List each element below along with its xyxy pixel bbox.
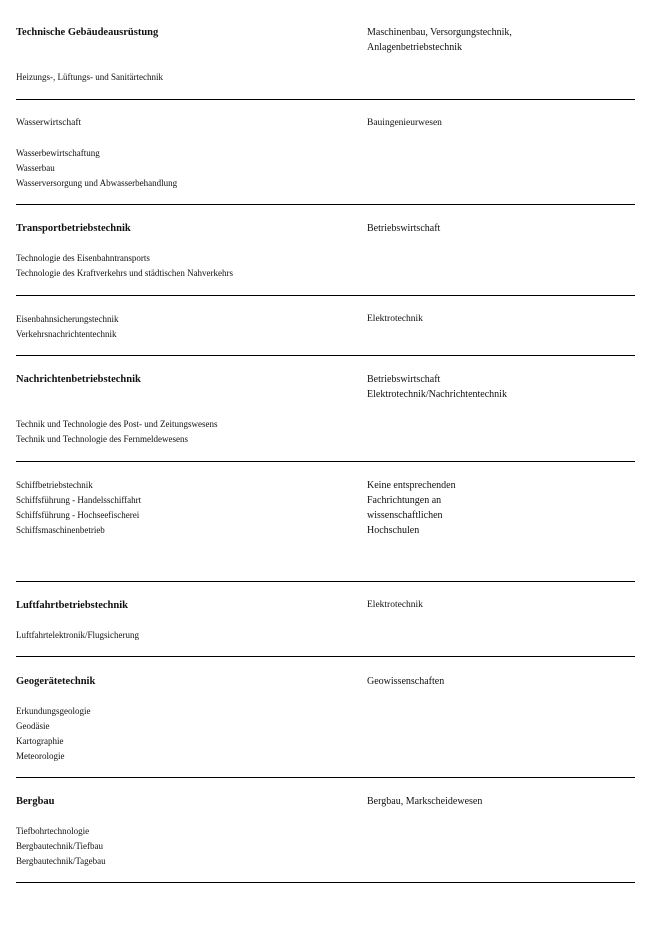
specialization-line: Bergbautechnik/Tiefbau	[16, 841, 103, 851]
entry-title: Luftfahrtbetriebstechnik	[16, 600, 128, 611]
specialization-line: Meteorologie	[16, 751, 65, 761]
entry-right-column	[367, 794, 635, 809]
entry-left-column	[16, 598, 361, 640]
entry-schiffbetriebstechnik	[16, 478, 635, 582]
entry-right-column	[367, 221, 635, 236]
related-field: Betriebswirtschaft	[367, 223, 441, 234]
entry-title: Bergbau	[16, 796, 55, 807]
entry-title: Geogerätetechnik	[16, 676, 96, 687]
specialization-line: Wasserbewirtschaftung	[16, 148, 100, 158]
related-field: Anlagenbetriebstechnik	[367, 42, 462, 53]
specialization-line: Technik und Technologie des Fernmeldewesens	[16, 434, 189, 444]
entry-left-column	[16, 674, 361, 761]
related-field: Elektrotechnik/Nachrichtentechnik	[367, 389, 507, 400]
entry-eisenbahnsicherungstechnik	[16, 312, 635, 356]
related-field: wissenschaftlichen	[367, 510, 443, 521]
specialization-line: Verkehrsnachrichtentechnik	[16, 329, 117, 339]
entry-right-column	[367, 674, 635, 689]
entry-left-column	[16, 116, 361, 188]
related-field: Keine entsprechenden	[367, 480, 456, 491]
specialization-line: Schiffsführung - Hochseefischerei	[16, 510, 140, 520]
entry-left-column	[16, 794, 361, 866]
related-field: Bergbau, Markscheidewesen	[367, 796, 483, 807]
entry-title: Wasserwirtschaft	[16, 118, 82, 128]
related-field: Betriebswirtschaft	[367, 374, 441, 385]
entry-left-column	[16, 221, 361, 278]
specialization-line: Heizungs-, Lüftungs- und Sanitärtechnik	[16, 72, 163, 82]
specialization-line: Technologie des Eisenbahntransports	[16, 253, 150, 263]
specialization-line: Technologie des Kraftverkehrs und städtischen Nahverkehrs	[16, 268, 234, 278]
entry-right-column	[367, 478, 635, 538]
entry-title: Transportbetriebstechnik	[16, 223, 131, 234]
entry-title: Technische Gebäudeausrüstung	[16, 27, 159, 38]
related-field: Elektrotechnik	[367, 600, 423, 610]
specialization-line: Schiffbetriebstechnik	[16, 480, 93, 490]
entry-right-column	[367, 25, 635, 55]
entry-title: Nachrichtenbetriebstechnik	[16, 374, 141, 385]
related-field: Elektrotechnik	[367, 314, 423, 324]
specialization-line: Geodäsie	[16, 721, 50, 731]
specialization-line: Schiffsmaschinenbetrieb	[16, 525, 105, 535]
related-field: Hochschulen	[367, 525, 420, 536]
entry-wasserwirtschaft	[16, 116, 635, 205]
entry-right-column	[367, 598, 635, 613]
specialization-line: Technik und Technologie des Post- und Zeitungswesens	[16, 419, 218, 429]
specialization-line: Kartographie	[16, 736, 64, 746]
related-field: Fachrichtungen an	[367, 495, 442, 506]
specialization-line: Wasserversorgung und Abwasserbehandlung	[16, 178, 178, 188]
entry-right-column	[367, 312, 635, 327]
specialization-line: Wasserbau	[16, 163, 55, 173]
entry-nachrichtenbetriebstechnik	[16, 372, 635, 462]
entry-geogeraetetechnik	[16, 674, 635, 778]
related-field: Maschinenbau, Versorgungstechnik,	[367, 27, 512, 38]
specialization-line: Bergbautechnik/Tagebau	[16, 856, 106, 866]
entry-bergbau	[16, 794, 635, 883]
specialization-line: Luftfahrtelektronik/Flugsicherung	[16, 630, 139, 640]
entry-technische-gebaeudeausruestung	[16, 25, 635, 100]
entry-left-column	[16, 372, 361, 444]
specialization-line: Tiefbohrtechnologie	[16, 826, 90, 836]
specialization-line: Eisenbahnsicherungstechnik	[16, 314, 119, 324]
specialization-line: Erkundungsgeologie	[16, 706, 91, 716]
entry-transportbetriebstechnik	[16, 221, 635, 296]
entry-right-column	[367, 372, 635, 402]
entry-luftfahrtbetriebstechnik	[16, 598, 635, 657]
related-field: Bauingenieurwesen	[367, 118, 442, 128]
specialization-line: Schiffsführung - Handelsschiffahrt	[16, 495, 142, 505]
entry-right-column	[367, 116, 635, 131]
related-field: Geowissenschaften	[367, 676, 445, 687]
entry-left-column	[16, 25, 361, 82]
